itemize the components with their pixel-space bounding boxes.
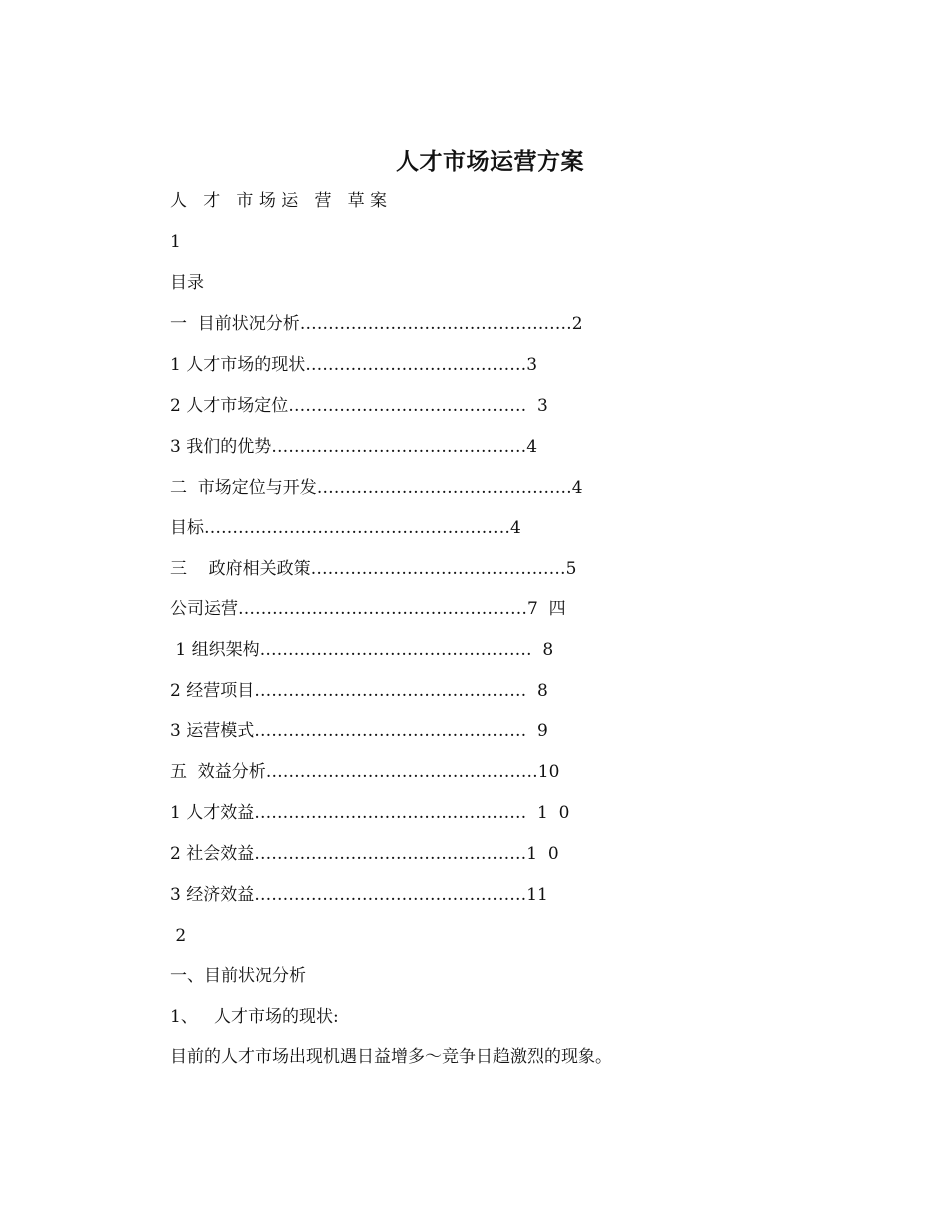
toc-entry: 3 我们的优势………………………………………4	[170, 437, 538, 457]
toc-entry: 1 人才市场的现状…………………………………3	[170, 355, 538, 375]
page-number: 1	[170, 232, 181, 252]
section-heading: 一、目前状况分析	[170, 966, 306, 986]
toc-entry: 一 目前状况分析…………………………………………2	[170, 314, 583, 334]
toc-entry: 2 人才市场定位…………………………………… 3	[170, 396, 548, 416]
document-subtitle: 人 才 市 场 运 营 草 案	[170, 191, 388, 211]
toc-entry: 1 组织架构………………………………………… 8	[170, 640, 554, 660]
toc-entry: 三 政府相关政策………………………………………5	[170, 559, 577, 579]
toc-entry: 目标………………………………………………4	[170, 518, 521, 538]
document-title: 人才市场运营方案	[396, 148, 584, 175]
toc-entry: 公司运营……………………………………………7 四	[170, 599, 566, 619]
toc-entry: 二 市场定位与开发………………………………………4	[170, 478, 583, 498]
page-number: 2	[170, 926, 187, 946]
toc-entry: 五 效益分析…………………………………………10	[170, 762, 560, 782]
toc-entry: 3 经济效益…………………………………………11	[170, 885, 548, 905]
subsection-heading: 1、 人才市场的现状:	[170, 1007, 339, 1027]
toc-heading: 目录	[170, 273, 204, 293]
toc-entry: 1 人才效益………………………………………… 1 0	[170, 803, 570, 823]
toc-entry: 2 社会效益…………………………………………1 0	[170, 844, 559, 864]
toc-entry: 2 经营项目………………………………………… 8	[170, 681, 548, 701]
body-paragraph: 目前的人才市场出现机遇日益增多～竞争日趋激烈的现象。	[170, 1047, 612, 1067]
toc-entry: 3 运营模式………………………………………… 9	[170, 721, 548, 741]
